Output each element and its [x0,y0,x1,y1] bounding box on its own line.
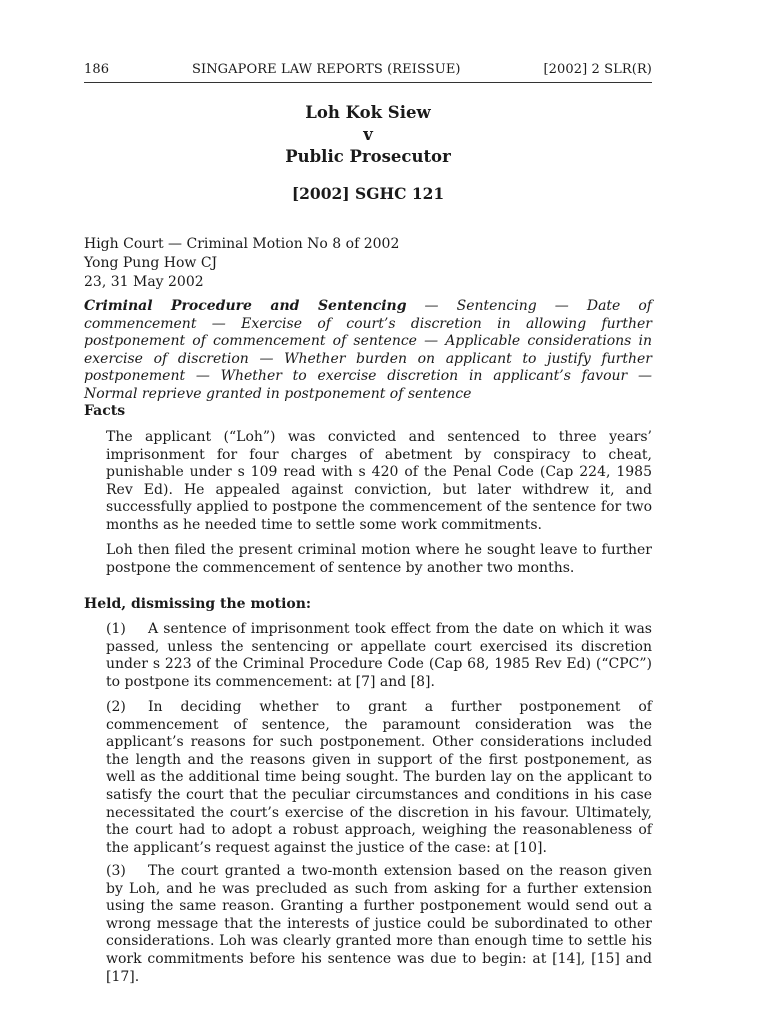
held-item-text: A sentence of imprisonment took effect from the date on which it was passed, unless the sentencing or appellate court exercised its discretion under s 223 of the Criminal Procedure Code (Cap 68, 1985 Rev Ed) (“CPC”) to postpone its commencement: at [7] and [8]. [106,621,652,690]
held-item-number: (3) [106,863,126,879]
held-item-number: (2) [106,699,126,715]
held-item [106,699,652,857]
court-info [84,235,399,292]
held-heading: Held, dismissing the motion: [84,596,312,612]
page-number: 186 [84,62,110,77]
held-item-number: (1) [106,621,126,637]
held-item-text: The court granted a two-month extension based on the reason given by Loh, and he was precluded as such from asking for a further extension using the same reason. Granting a further postponement would send out a wrong message that the interests of justice could be subordinated to other considerations. Loh was clearly granted more than enough time to settle his work commitments before his sentence was due to begin: at [14], [15] and [17]. [106,863,652,985]
case-title [84,102,652,168]
facts-paragraph: Loh then filed the present criminal motion where he sought leave to further postpone the commencement of sentence by another two months. [106,542,652,576]
catchwords-subject: Criminal Procedure and Sentencing [84,298,407,314]
neutral-citation: [2002] SGHC 121 [291,184,445,203]
running-header [84,62,652,83]
facts-heading: Facts [84,403,126,419]
catchwords-text: — Sentencing — Date of commencement — Exercise of court’s discretion in allowing further postponement of commencement of sentence — Applicable considerations in exercise of discretion — Whether burden on applicant to justify further postponement — Whether to exercise discretion in applicant’s favour — Normal reprieve granted in postponement of sentence [84,298,652,402]
party-two: Public Prosecutor [285,147,451,166]
facts-paragraph: The applicant (“Loh”) was convicted and sentenced to three years’ imprisonment for four charges of abetment by conspiracy to cheat, punishable under s 109 read with s 420 of the Penal Code (Cap 224, 1985 Rev Ed). He appealed against conviction, but later withdrew it, and successfully applied to postpone the commencement of the sentence for two months as he needed time to settle some work commitments. [106,429,652,533]
catchwords [84,298,652,404]
held-item [106,863,652,986]
volume-citation: [2002] 2 SLR(R) [543,62,652,77]
court-line: High Court — Criminal Motion No 8 of 2002 [84,236,400,252]
report-series: SINGAPORE LAW REPORTS (REISSUE) [191,62,461,77]
dates-line: 23, 31 May 2002 [84,274,204,290]
judge-line: Yong Pung How CJ [84,255,218,271]
held-item [106,621,652,691]
held-item-text: In deciding whether to grant a further postponement of commencement of sentence, the paramount consideration was the applicant’s reasons for such postponement. Other considerations included the length and the reasons given in support of the first postponement, as well as the additional time being sought. The burden lay on the applicant to satisfy the court that the peculiar circumstances and conditions in his case necessitated the court’s exercise of the discretion in his favour. Ultimately, the court had to adopt a robust approach, weighing the reasonableness of the applicant’s request against the justice of the case: at [10]. [106,699,652,856]
party-one: Loh Kok Siew [305,103,431,122]
versus: v [363,125,373,144]
